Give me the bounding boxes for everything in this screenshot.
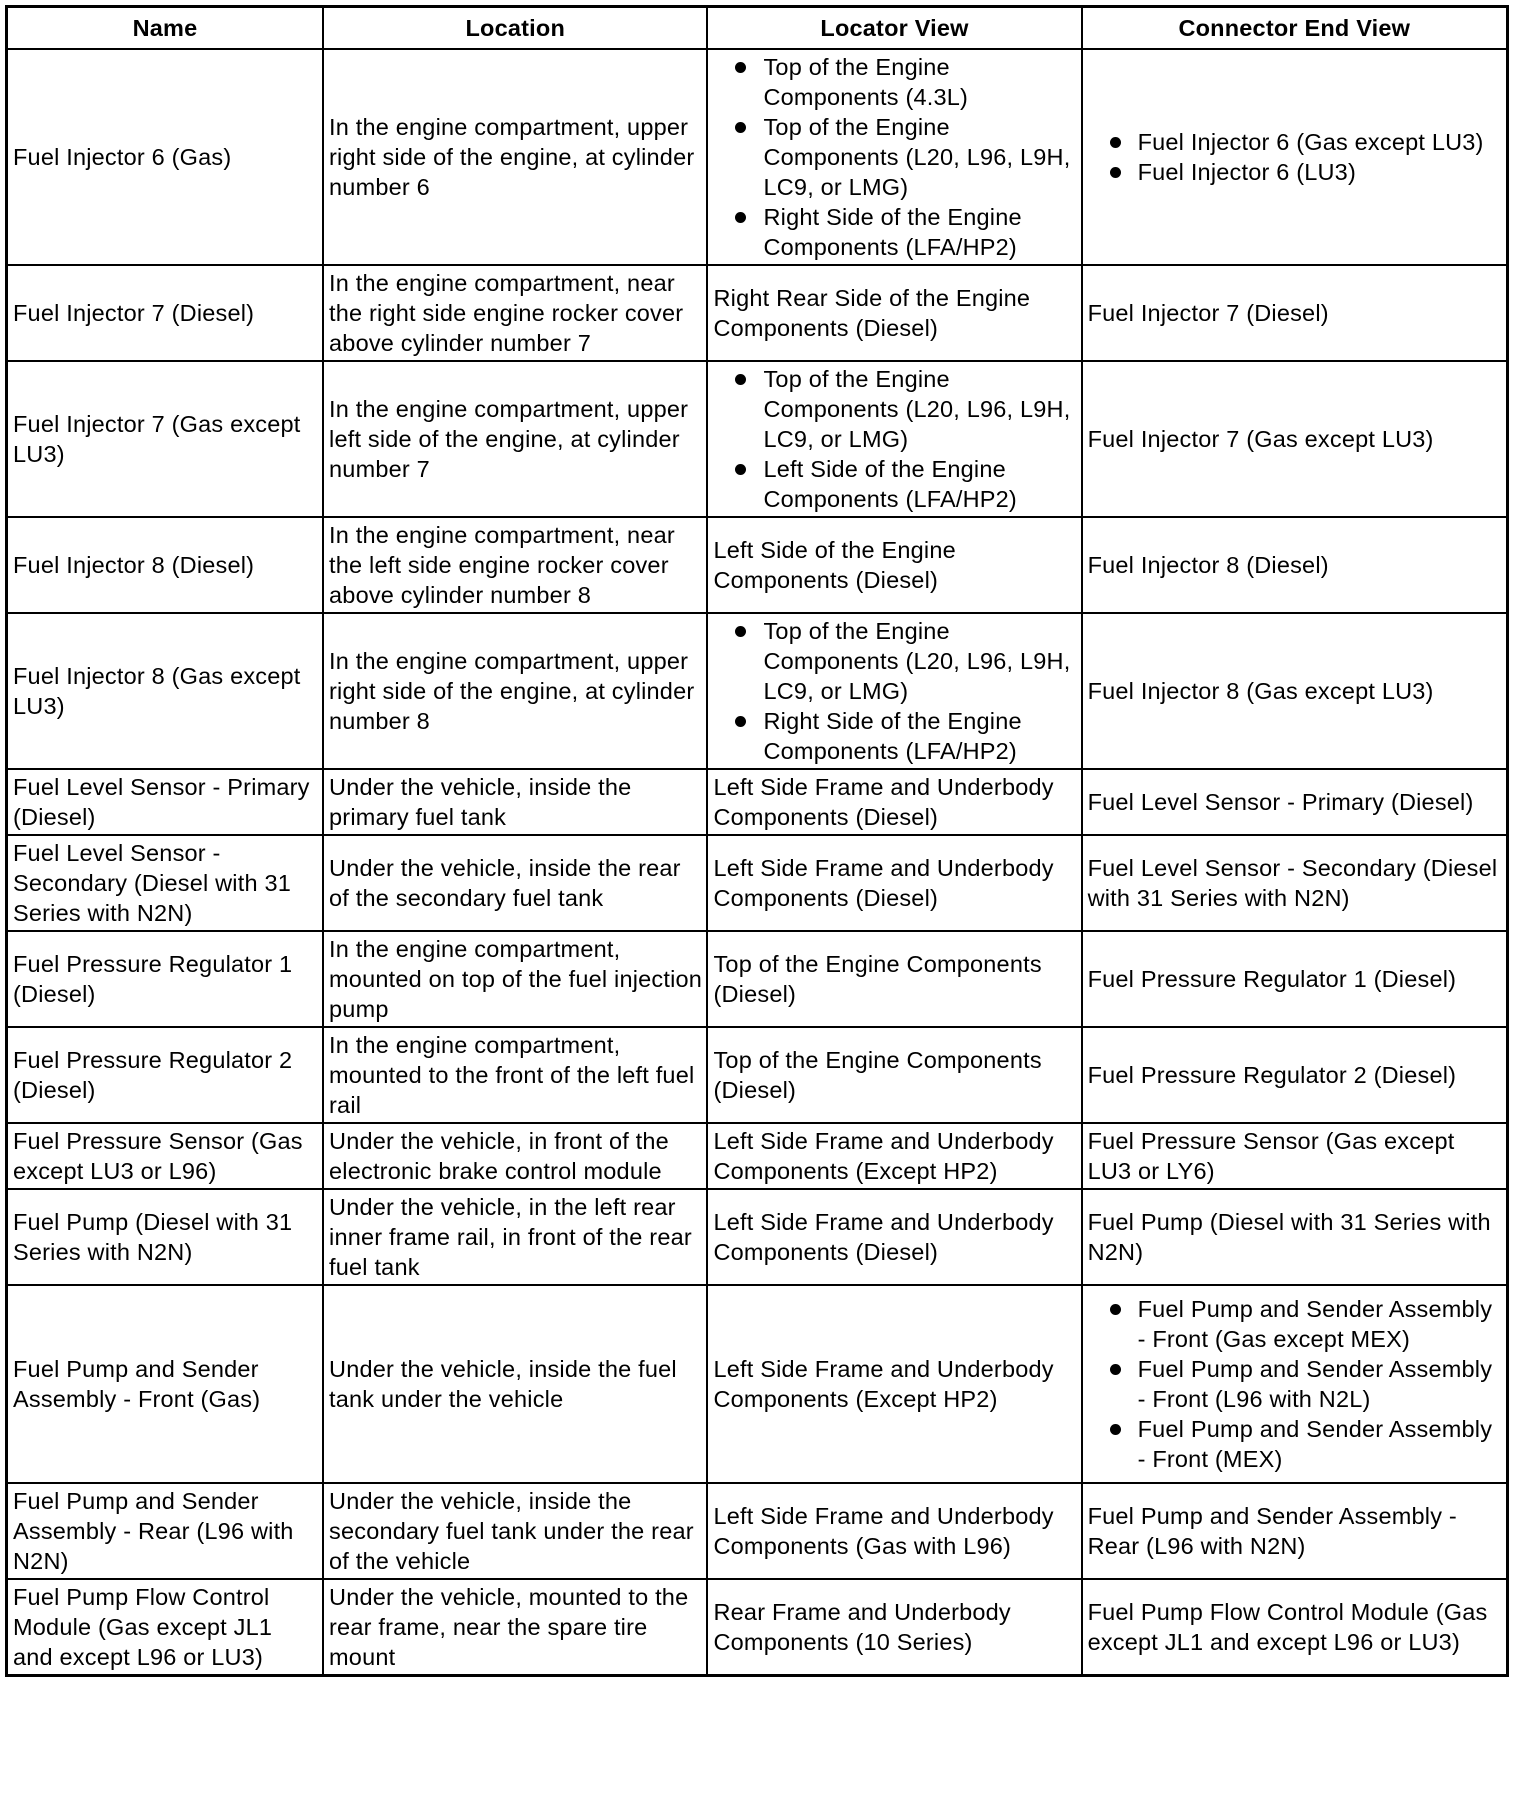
component-table [5, 5, 1509, 1677]
cell-connector-end-view: Fuel Pressure Sensor (Gas except LU3 or LY6) [1082, 1123, 1508, 1189]
bullet-list [713, 52, 1076, 262]
cell-connector-end-view: Fuel Level Sensor - Primary (Diesel) [1082, 769, 1508, 835]
cell-name: Fuel Pressure Regulator 2 (Diesel) [7, 1027, 324, 1123]
table-row [7, 1123, 1508, 1189]
list-item: Fuel Pump and Sender Assembly - Front (Gas except MEX) [1088, 1294, 1502, 1354]
cell-name: Fuel Pump and Sender Assembly - Rear (L96 with N2N) [7, 1483, 324, 1579]
table-row [7, 931, 1508, 1027]
list-item: Right Side of the Engine Components (LFA/HP2) [713, 202, 1076, 262]
cell-locator-view: Left Side of the Engine Components (Diesel) [707, 517, 1081, 613]
list-item: Fuel Injector 6 (LU3) [1088, 157, 1502, 187]
cell-name: Fuel Pump (Diesel with 31 Series with N2N) [7, 1189, 324, 1285]
cell-name: Fuel Injector 7 (Diesel) [7, 265, 324, 361]
cell-location: Under the vehicle, inside the primary fuel tank [323, 769, 707, 835]
header-row [7, 7, 1508, 50]
cell-locator-view: Left Side Frame and Underbody Components (Diesel) [707, 835, 1081, 931]
cell-locator-view: Left Side Frame and Underbody Components (Diesel) [707, 1189, 1081, 1285]
table-row [7, 1579, 1508, 1676]
cell-location: Under the vehicle, inside the secondary fuel tank under the rear of the vehicle [323, 1483, 707, 1579]
cell-locator-view [707, 49, 1081, 265]
table-row [7, 613, 1508, 769]
table-row [7, 361, 1508, 517]
cell-name: Fuel Pressure Regulator 1 (Diesel) [7, 931, 324, 1027]
bullet-list [713, 616, 1076, 766]
cell-locator-view: Left Side Frame and Underbody Components (Except HP2) [707, 1123, 1081, 1189]
cell-locator-view: Left Side Frame and Underbody Components (Except HP2) [707, 1285, 1081, 1483]
list-item: Fuel Pump and Sender Assembly - Front (MEX) [1088, 1414, 1502, 1474]
cell-connector-end-view: Fuel Injector 7 (Gas except LU3) [1082, 361, 1508, 517]
cell-name: Fuel Level Sensor - Secondary (Diesel with 31 Series with N2N) [7, 835, 324, 931]
list-item: Right Side of the Engine Components (LFA/HP2) [713, 706, 1076, 766]
header-name: Name [7, 7, 324, 50]
cell-connector-end-view: Fuel Pressure Regulator 1 (Diesel) [1082, 931, 1508, 1027]
header-locator-view: Locator View [707, 7, 1081, 50]
cell-location: In the engine compartment, upper left side of the engine, at cylinder number 7 [323, 361, 707, 517]
cell-location: Under the vehicle, in the left rear inner frame rail, in front of the rear fuel tank [323, 1189, 707, 1285]
cell-locator-view: Left Side Frame and Underbody Components (Diesel) [707, 769, 1081, 835]
cell-location: In the engine compartment, near the right side engine rocker cover above cylinder number 7 [323, 265, 707, 361]
table-row [7, 769, 1508, 835]
cell-connector-end-view: Fuel Injector 8 (Diesel) [1082, 517, 1508, 613]
cell-connector-end-view [1082, 1285, 1508, 1483]
cell-name: Fuel Injector 8 (Diesel) [7, 517, 324, 613]
list-item: Top of the Engine Components (L20, L96, L9H, LC9, or LMG) [713, 364, 1076, 454]
cell-name: Fuel Pump Flow Control Module (Gas except JL1 and except L96 or LU3) [7, 1579, 324, 1676]
cell-connector-end-view: Fuel Pump Flow Control Module (Gas except JL1 and except L96 or LU3) [1082, 1579, 1508, 1676]
list-item: Fuel Pump and Sender Assembly - Front (L96 with N2L) [1088, 1354, 1502, 1414]
table-row [7, 835, 1508, 931]
cell-connector-end-view [1082, 49, 1508, 265]
table-row [7, 1483, 1508, 1579]
cell-connector-end-view: Fuel Injector 7 (Diesel) [1082, 265, 1508, 361]
cell-connector-end-view: Fuel Level Sensor - Secondary (Diesel with 31 Series with N2N) [1082, 835, 1508, 931]
cell-connector-end-view: Fuel Pressure Regulator 2 (Diesel) [1082, 1027, 1508, 1123]
list-item: Top of the Engine Components (L20, L96, L9H, LC9, or LMG) [713, 616, 1076, 706]
bullet-list [1088, 1294, 1502, 1474]
table-row [7, 517, 1508, 613]
cell-locator-view [707, 361, 1081, 517]
cell-connector-end-view: Fuel Pump (Diesel with 31 Series with N2N) [1082, 1189, 1508, 1285]
list-item: Left Side of the Engine Components (LFA/HP2) [713, 454, 1076, 514]
cell-location: In the engine compartment, mounted to the front of the left fuel rail [323, 1027, 707, 1123]
cell-locator-view: Rear Frame and Underbody Components (10 Series) [707, 1579, 1081, 1676]
bullet-list [1088, 127, 1502, 187]
cell-location: In the engine compartment, near the left side engine rocker cover above cylinder number 8 [323, 517, 707, 613]
cell-locator-view: Top of the Engine Components (Diesel) [707, 931, 1081, 1027]
cell-name: Fuel Injector 6 (Gas) [7, 49, 324, 265]
list-item: Top of the Engine Components (4.3L) [713, 52, 1076, 112]
table-row [7, 1027, 1508, 1123]
cell-name: Fuel Pump and Sender Assembly - Front (Gas) [7, 1285, 324, 1483]
list-item: Top of the Engine Components (L20, L96, L9H, LC9, or LMG) [713, 112, 1076, 202]
cell-locator-view [707, 613, 1081, 769]
cell-name: Fuel Injector 7 (Gas except LU3) [7, 361, 324, 517]
table-row [7, 1285, 1508, 1483]
bullet-list [713, 364, 1076, 514]
cell-name: Fuel Pressure Sensor (Gas except LU3 or L96) [7, 1123, 324, 1189]
cell-connector-end-view: Fuel Injector 8 (Gas except LU3) [1082, 613, 1508, 769]
table-row [7, 1189, 1508, 1285]
cell-location: Under the vehicle, mounted to the rear frame, near the spare tire mount [323, 1579, 707, 1676]
cell-location: In the engine compartment, upper right side of the engine, at cylinder number 8 [323, 613, 707, 769]
cell-locator-view: Left Side Frame and Underbody Components (Gas with L96) [707, 1483, 1081, 1579]
cell-locator-view: Right Rear Side of the Engine Components (Diesel) [707, 265, 1081, 361]
list-item: Fuel Injector 6 (Gas except LU3) [1088, 127, 1502, 157]
header-location: Location [323, 7, 707, 50]
cell-name: Fuel Injector 8 (Gas except LU3) [7, 613, 324, 769]
header-connector-end-view: Connector End View [1082, 7, 1508, 50]
table-row [7, 265, 1508, 361]
cell-location: Under the vehicle, inside the rear of the secondary fuel tank [323, 835, 707, 931]
cell-locator-view: Top of the Engine Components (Diesel) [707, 1027, 1081, 1123]
cell-location: In the engine compartment, mounted on top of the fuel injection pump [323, 931, 707, 1027]
cell-location: Under the vehicle, in front of the electronic brake control module [323, 1123, 707, 1189]
cell-connector-end-view: Fuel Pump and Sender Assembly - Rear (L96 with N2N) [1082, 1483, 1508, 1579]
cell-location: In the engine compartment, upper right side of the engine, at cylinder number 6 [323, 49, 707, 265]
table-row [7, 49, 1508, 265]
cell-location: Under the vehicle, inside the fuel tank under the vehicle [323, 1285, 707, 1483]
cell-name: Fuel Level Sensor - Primary (Diesel) [7, 769, 324, 835]
